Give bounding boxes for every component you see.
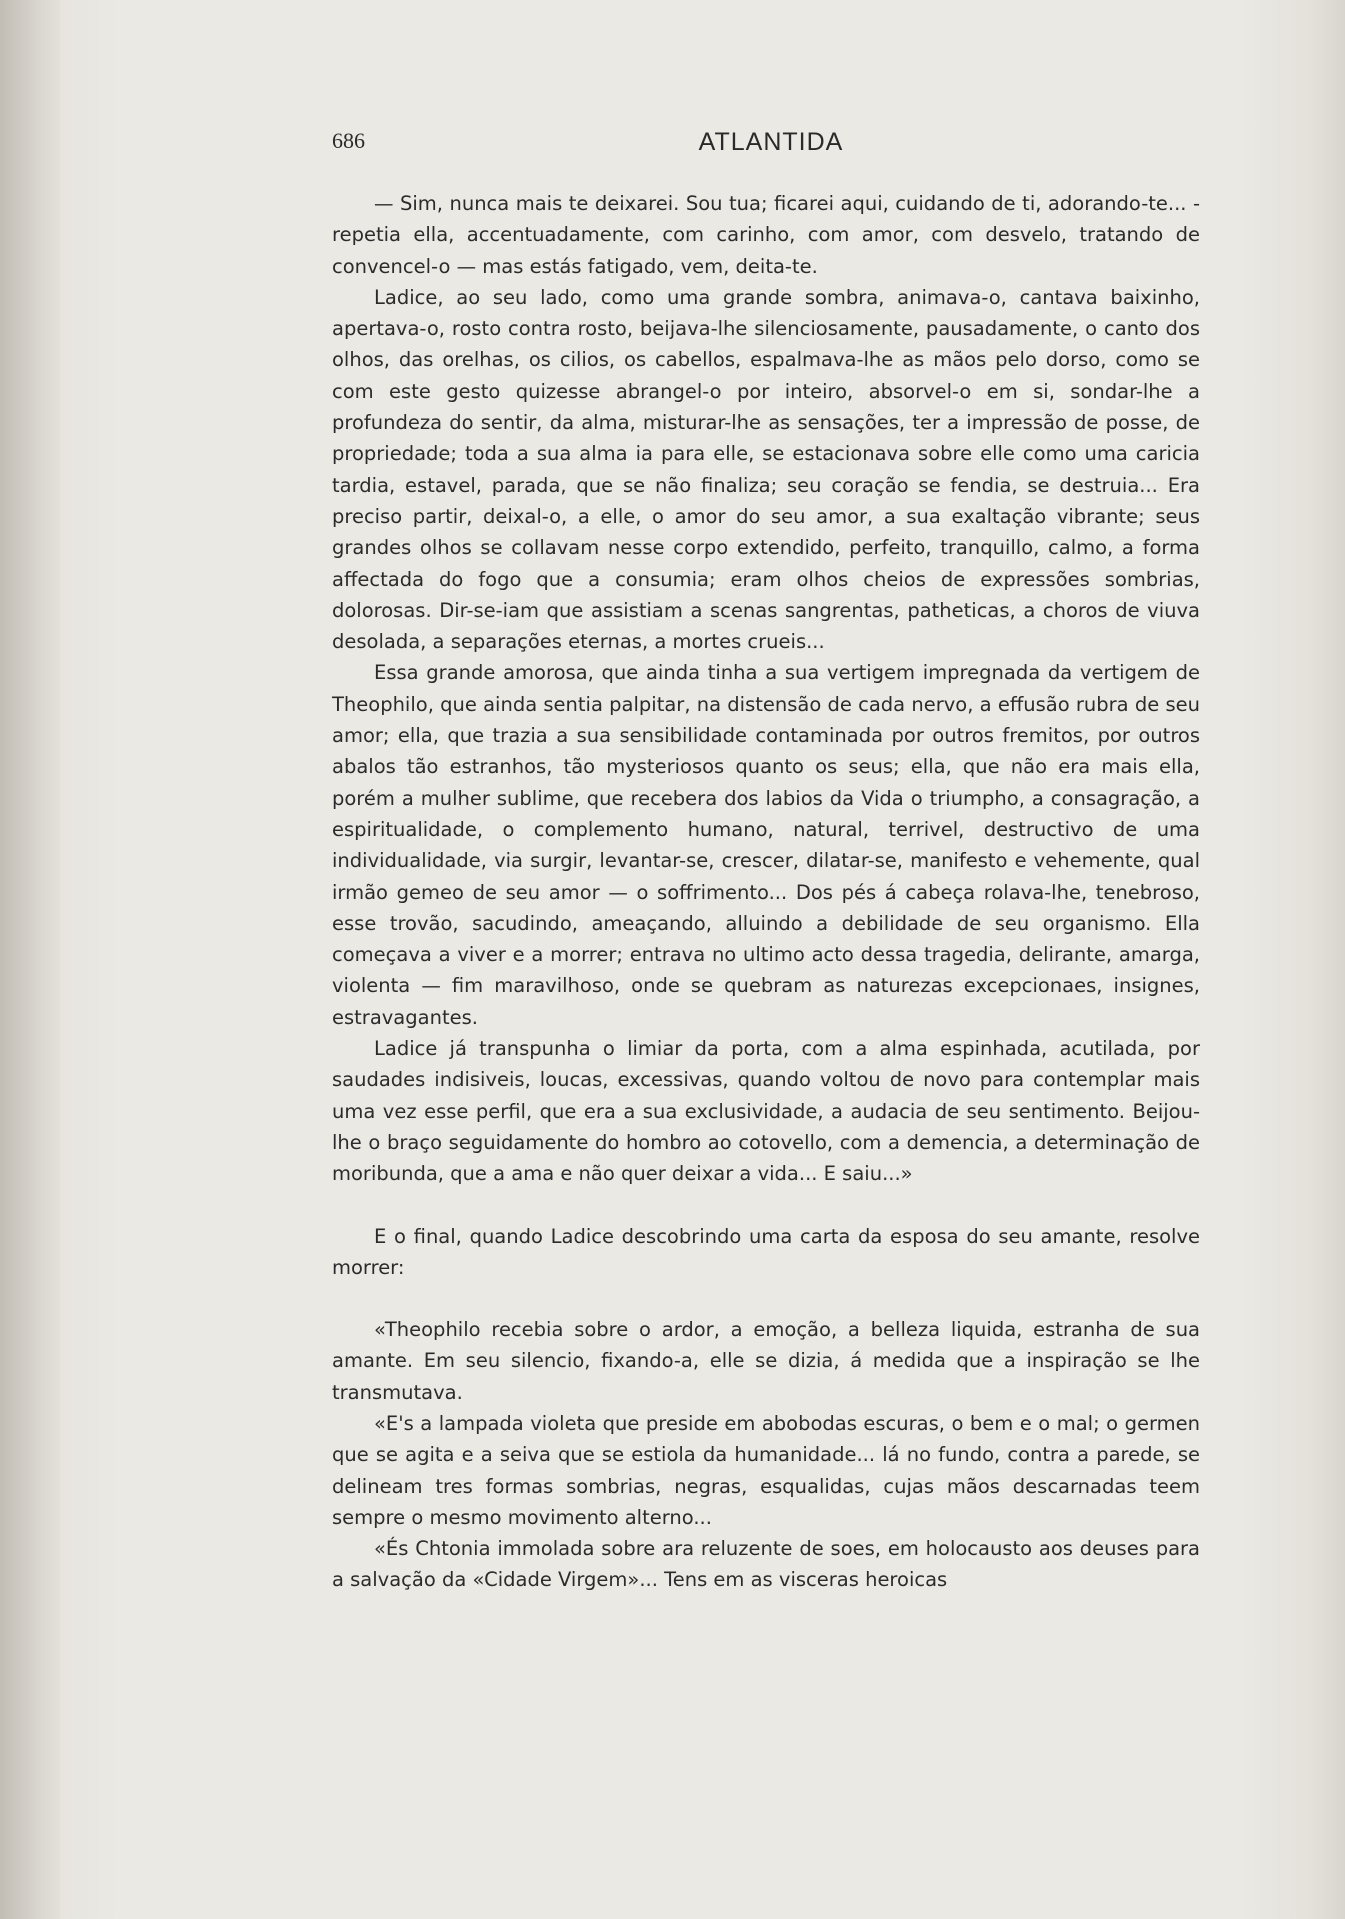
- page-number: 686: [332, 128, 365, 153]
- paragraph: — Sim, nunca mais te deixarei. Sou tua; ficarei aqui, cuidando de ti, adorando-te... - repetia ella, accentuadamente, com carinho, com amor, com desvelo, tratando de convencel-o — mas estás fatigado, vem, deita-te.: [332, 192, 1200, 278]
- running-title: ATLANTIDA: [698, 128, 844, 156]
- paragraph: «Theophilo recebia sobre o ardor, a emoção, a belleza liquida, estranha de sua amante. Em seu silencio, fixando-a, elle se dizia, á medida que a inspiração se lhe transmutava.: [332, 1318, 1200, 1404]
- paragraph: Ladice já transpunha o limiar da porta, com a alma espinhada, acutilada, por saudades indisiveis, loucas, excessivas, quando voltou de novo para contemplar mais uma vez esse perfil, que era a sua exclusividade, a audacia de seu sentimento. Beijou-lhe o braço seguidamente do hombro ao cotovello, com a demencia, a determinação de moribunda, que a ama e não quer deixar a vida... E saiu...»: [332, 1037, 1200, 1186]
- body-text: [332, 188, 1200, 1596]
- paragraph: «És Chtonia immolada sobre ara reluzente de soes, em holocausto aos deuses para a salvação da «Cidade Virgem»... Tens em as visceras heroicas: [332, 1537, 1200, 1592]
- paragraph: Essa grande amorosa, que ainda tinha a sua vertigem impregnada da vertigem de Theophilo, que ainda sentia palpitar, na distensão de cada nervo, a effusão rubra de seu amor; ella, que trazia a sua sensibilidade contaminada por outros fremitos, por outros abalos tão estranhos, tão mysteriosos quanto os seus; ella, que não era mais ella, porém a mulher sublime, que recebera dos labios da Vida o triumpho, a consagração, a espiritualidade, o complemento humano, natural, terrivel, destructivo de uma individualidade, via surgir, levantar-se, crescer, dilatar-se, manifesto e vehemente, qual irmão gemeo de seu amor — o soffrimento... Dos pés á cabeça rolava-lhe, tenebroso, esse trovão, sacudindo, ameaçando, alluindo a debilidade de seu organismo. Ella começava a viver e a morrer; entrava no ultimo acto dessa tragedia, delirante, amarga, violenta — fim maravilhoso, onde se quebram as naturezas excepcionaes, insignes, estravagantes.: [332, 661, 1200, 1029]
- page-header: [332, 128, 1210, 162]
- page-binding-shadow: [0, 0, 60, 1919]
- paragraph: Ladice, ao seu lado, como uma grande sombra, animava-o, cantava baixinho, apertava-o, rosto contra rosto, beijava-lhe silenciosamente, pausadamente, o canto dos olhos, das orelhas, os cilios, os cabellos, espalmava-lhe as mãos pelo dorso, como se com este gesto quizesse abrangel-o por inteiro, absorvel-o em si, sondar-lhe a profundeza do sentir, da alma, misturar-lhe as sensações, ter a impressão de posse, de propriedade; toda a sua alma ia para elle, se estacionava sobre elle como uma caricia tardia, estavel, parada, que se não finaliza; seu coração se fendia, se destruia... Era preciso partir, deixal-o, a elle, o amor do seu amor, a sua exaltação vibrante; seus grandes olhos se collavam nesse corpo extendido, perfeito, tranquillo, calmo, a forma affectada do fogo que a consumia; eram olhos cheios de expressões sombrias, dolorosas. Dir-se-iam que assistiam a scenas sangrentas, patheticas, a choros de viuva desolada, a separações eternas, a mortes crueis...: [332, 285, 1200, 654]
- paragraph: «E's a lampada violeta que preside em abobodas escuras, o bem e o mal; o germen que se agita e a seiva que se estiola da humanidade... lá no fundo, contra a parede, se delineam tres formas sombrias, negras, esqualidas, cujas mãos descarnadas teem sempre o mesmo movimento alterno...: [332, 1411, 1200, 1529]
- paragraph: E o final, quando Ladice descobrindo uma carta da esposa do seu amante, resolve morrer:: [332, 1224, 1200, 1279]
